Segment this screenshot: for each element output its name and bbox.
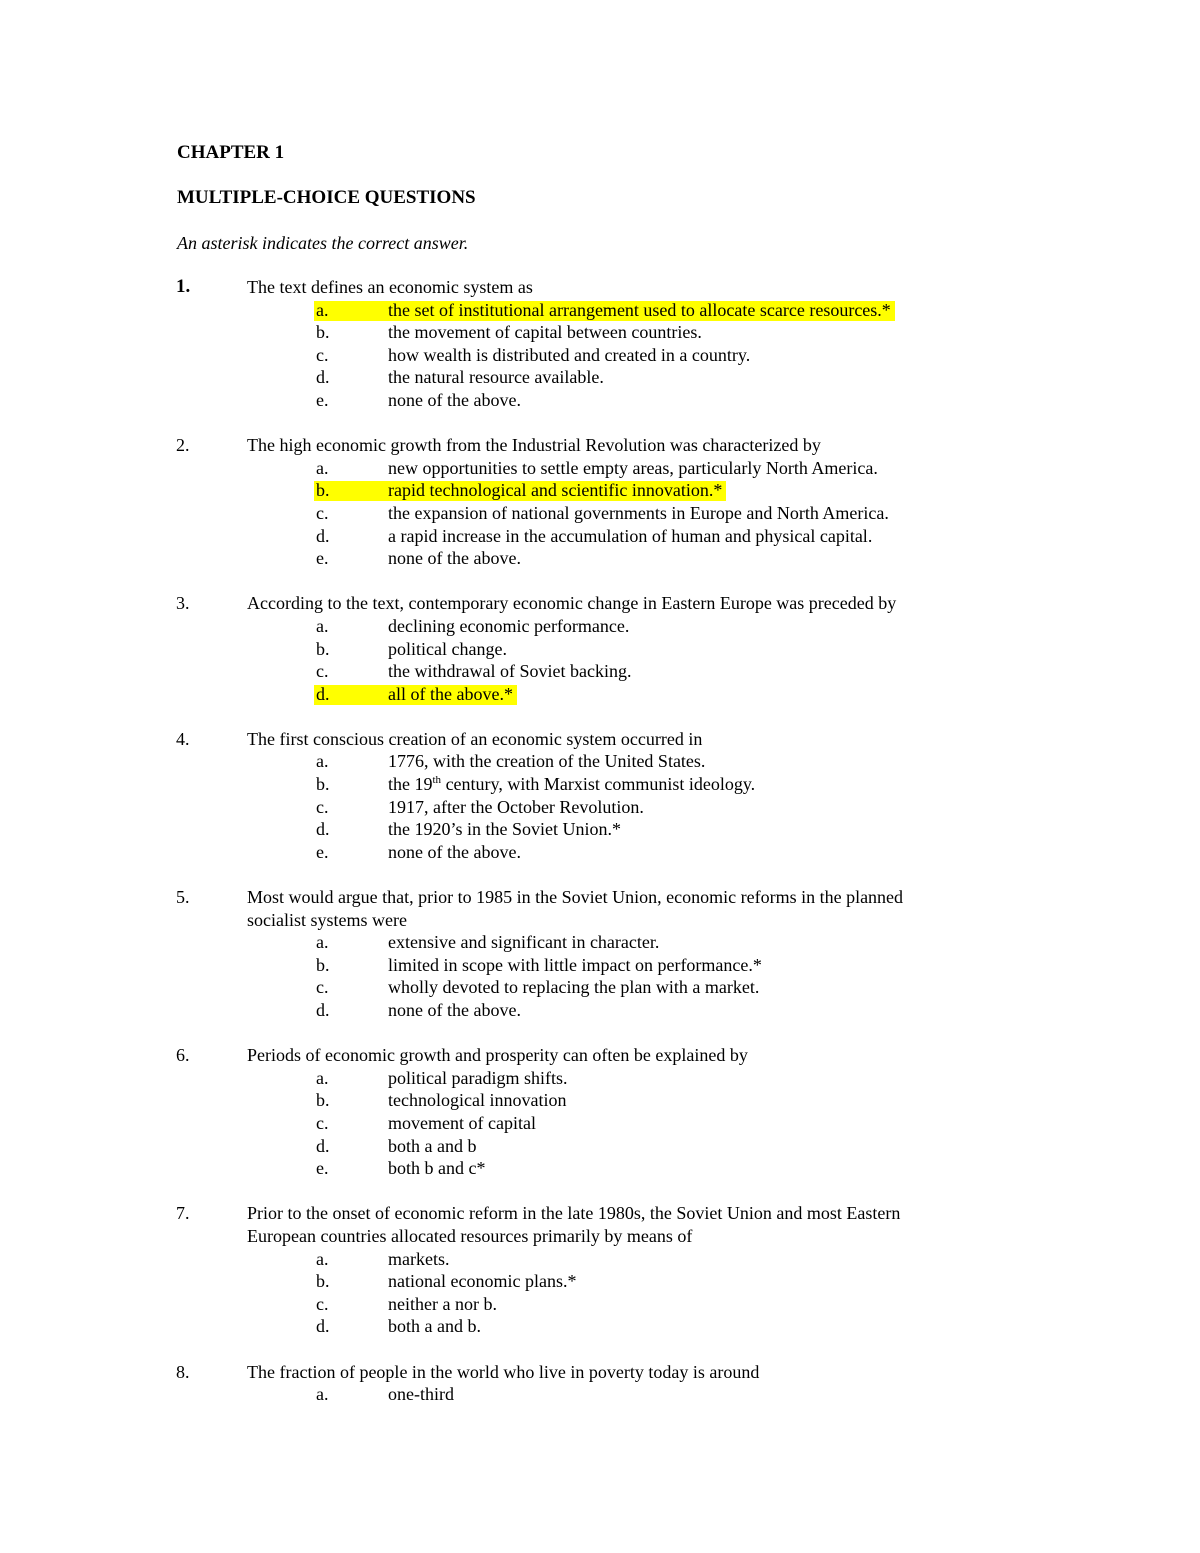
option-text-main: rapid technological and scientific innovation.*	[388, 480, 723, 501]
option-letter: e.	[316, 548, 329, 569]
option-text	[388, 615, 629, 638]
question-text: The fraction of people in the world who live in poverty today is around	[247, 1361, 760, 1382]
option-text-main: a rapid increase in the accumulation of human and physical capital.	[388, 525, 873, 546]
answer-option	[0, 1293, 1200, 1316]
answer-option	[0, 1248, 1200, 1271]
answer-option	[0, 750, 1200, 773]
answer-option	[0, 660, 1200, 683]
question-text: European countries allocated resources primarily by means of	[247, 1225, 693, 1246]
option-text	[388, 525, 872, 548]
option-text	[388, 976, 759, 999]
answer-option	[0, 525, 1200, 548]
question-stem-line	[0, 1361, 1200, 1384]
option-text-main: political change.	[388, 638, 507, 659]
option-text	[388, 299, 891, 322]
option-text-main: extensive and significant in character.	[388, 932, 660, 953]
option-text	[388, 344, 750, 367]
answer-option	[0, 773, 1200, 796]
option-text	[388, 750, 705, 773]
option-letter: d.	[316, 683, 330, 704]
option-text-main: declining economic performance.	[388, 615, 630, 636]
option-letter: a.	[316, 615, 329, 636]
option-letter: d.	[316, 525, 330, 546]
question-text: Most would argue that, prior to 1985 in the Soviet Union, economic reforms in the planned	[247, 887, 904, 908]
answer-option	[0, 479, 1200, 502]
option-letter: a.	[316, 1248, 329, 1269]
answer-option	[0, 366, 1200, 389]
question-stem-line	[0, 1202, 1200, 1225]
answer-option	[0, 841, 1200, 864]
option-letter: c.	[316, 1112, 329, 1133]
option-text	[388, 1315, 481, 1338]
option-letter: d.	[316, 1135, 330, 1156]
question-number: 1.	[176, 276, 191, 297]
option-letter: a.	[316, 751, 329, 772]
question-stem-line	[0, 1225, 1200, 1248]
question-8	[0, 1361, 1200, 1406]
answer-option	[0, 1089, 1200, 1112]
answer-option	[0, 1315, 1200, 1338]
option-text	[388, 1293, 497, 1316]
option-text-main: both a and b.	[388, 1316, 481, 1337]
question-stem-line	[0, 886, 1200, 909]
option-letter: d.	[316, 1000, 330, 1020]
option-text	[388, 638, 507, 661]
option-text-main: none of the above.	[388, 841, 521, 862]
option-text-main: national economic plans.*	[388, 1271, 577, 1292]
question-number: 7.	[176, 1203, 190, 1224]
option-text	[388, 366, 604, 389]
option-letter: b.	[316, 1271, 330, 1292]
option-text	[388, 321, 702, 344]
option-letter: c.	[316, 1293, 329, 1314]
option-letter: d.	[316, 367, 330, 388]
answer-option	[0, 547, 1200, 570]
answer-option	[0, 1135, 1200, 1158]
answer-option	[0, 954, 1200, 977]
question-stem-line	[0, 1044, 1200, 1067]
option-text-main: neither a nor b.	[388, 1293, 497, 1314]
option-text-main: the set of institutional arrangement used to allocate scarce resources.*	[388, 299, 891, 320]
question-list	[0, 276, 1200, 1428]
option-text-main: markets.	[388, 1248, 450, 1269]
option-text	[388, 660, 631, 683]
option-text	[388, 841, 521, 864]
option-letter: e.	[316, 1158, 329, 1179]
option-text-main: wholly devoted to replacing the plan with a market.	[388, 977, 760, 998]
option-text-main: the 1920’s in the Soviet Union.*	[388, 819, 621, 840]
option-text-main: 1776, with the creation of the United States.	[388, 751, 706, 772]
option-letter: b.	[316, 774, 330, 795]
option-letter: b.	[316, 638, 330, 659]
option-text	[388, 999, 521, 1022]
option-text-main: the natural resource available.	[388, 367, 604, 388]
question-2	[0, 434, 1200, 570]
question-stem-line	[0, 592, 1200, 615]
option-text	[388, 389, 521, 412]
option-letter: b.	[316, 954, 330, 975]
answer-key-note: An asterisk indicates the correct answer.	[177, 233, 469, 253]
option-text-main: the expansion of national governments in Europe and North America.	[388, 502, 889, 523]
option-text-main: the withdrawal of Soviet backing.	[388, 661, 632, 682]
question-5	[0, 886, 1200, 1022]
question-number: 3.	[176, 593, 190, 614]
answer-option	[0, 344, 1200, 367]
option-text	[388, 954, 762, 977]
answer-option	[0, 615, 1200, 638]
option-text	[388, 1383, 454, 1406]
option-text	[388, 1089, 566, 1112]
question-text: Prior to the onset of economic reform in the late 1980s, the Soviet Union and most Eastern	[247, 1203, 901, 1224]
question-number: 8.	[176, 1361, 190, 1382]
answer-option	[0, 976, 1200, 999]
option-text	[388, 1157, 485, 1180]
question-stem-line	[0, 276, 1200, 299]
answer-option	[0, 1112, 1200, 1135]
option-text	[388, 796, 644, 819]
question-stem-line	[0, 909, 1200, 932]
ordinal-superscript: th	[432, 774, 442, 787]
option-text-main: none of the above.	[388, 389, 521, 410]
option-text	[388, 1112, 536, 1135]
option-text	[388, 683, 513, 706]
chapter-title: CHAPTER 1	[177, 142, 285, 163]
answer-option	[0, 389, 1200, 412]
option-letter: a.	[316, 932, 329, 953]
question-text: socialist systems were	[247, 909, 407, 930]
question-6	[0, 1044, 1200, 1180]
option-text-main: all of the above.*	[388, 683, 513, 704]
option-text-main: the movement of capital between countries.	[388, 322, 702, 343]
option-text	[388, 1248, 449, 1271]
option-text-continued: century, with Marxist communist ideology.	[441, 774, 756, 795]
question-7	[0, 1202, 1200, 1338]
option-text	[388, 479, 722, 502]
answer-option	[0, 457, 1200, 480]
option-text-main: movement of capital	[388, 1112, 536, 1133]
option-text	[388, 1135, 476, 1158]
option-text	[388, 818, 621, 841]
answer-option	[0, 931, 1200, 954]
option-text	[388, 502, 889, 525]
question-text: According to the text, contemporary economic change in Eastern Europe was preceded by	[247, 593, 897, 614]
option-text-main: the 19	[388, 774, 433, 795]
option-letter: c.	[316, 796, 329, 817]
answer-option	[0, 999, 1200, 1022]
question-number: 5.	[176, 887, 190, 908]
option-letter: b.	[316, 480, 330, 501]
option-letter: b.	[316, 1090, 330, 1111]
option-letter: a.	[316, 299, 329, 320]
option-letter: c.	[316, 344, 329, 365]
answer-option	[0, 796, 1200, 819]
option-text-main: both a and b	[388, 1135, 477, 1156]
option-text	[388, 1270, 576, 1293]
option-text-main: how wealth is distributed and created in a country.	[388, 344, 751, 365]
option-text-main: none of the above.	[388, 1000, 521, 1020]
question-text: The high economic growth from the Industrial Revolution was characterized by	[247, 435, 821, 456]
question-text: The text defines an economic system as	[247, 277, 533, 297]
option-text-main: both b and c*	[388, 1158, 486, 1179]
question-number: 2.	[176, 435, 190, 456]
answer-option	[0, 321, 1200, 344]
answer-option	[0, 1270, 1200, 1293]
option-letter: d.	[316, 819, 330, 840]
option-text	[388, 547, 521, 570]
question-stem-line	[0, 434, 1200, 457]
question-4	[0, 728, 1200, 864]
question-number: 6.	[176, 1045, 190, 1066]
option-letter: c.	[316, 661, 329, 682]
option-text	[388, 1067, 567, 1090]
answer-option	[0, 299, 1200, 322]
question-number: 4.	[176, 728, 190, 749]
option-letter: a.	[316, 1067, 329, 1088]
option-text-main: limited in scope with little impact on performance.*	[388, 954, 762, 975]
option-text-main: technological innovation	[388, 1090, 567, 1111]
option-letter: e.	[316, 389, 329, 410]
option-letter: a.	[316, 457, 329, 478]
answer-option	[0, 1157, 1200, 1180]
option-letter: a.	[316, 1384, 329, 1405]
option-text-main: new opportunities to settle empty areas, particularly North America.	[388, 457, 878, 478]
answer-option	[0, 1067, 1200, 1090]
answer-option	[0, 638, 1200, 661]
option-text-main: one-third	[388, 1384, 454, 1405]
option-letter: d.	[316, 1316, 330, 1337]
option-letter: e.	[316, 841, 329, 862]
option-text	[388, 773, 755, 796]
answer-option	[0, 818, 1200, 841]
option-text-main: none of the above.	[388, 548, 521, 569]
option-text	[388, 931, 659, 954]
option-text-main: political paradigm shifts.	[388, 1067, 568, 1088]
section-title: MULTIPLE-CHOICE QUESTIONS	[177, 187, 476, 208]
question-stem-line	[0, 728, 1200, 751]
question-3	[0, 592, 1200, 705]
option-text-main: 1917, after the October Revolution.	[388, 796, 644, 817]
option-text	[388, 457, 878, 480]
answer-option	[0, 502, 1200, 525]
question-text: Periods of economic growth and prosperity can often be explained by	[247, 1045, 748, 1066]
question-text: The first conscious creation of an economic system occurred in	[247, 728, 703, 749]
question-1	[0, 276, 1200, 412]
answer-option	[0, 683, 1200, 706]
option-letter: c.	[316, 977, 329, 998]
answer-option	[0, 1383, 1200, 1406]
option-letter: b.	[316, 322, 330, 343]
option-letter: c.	[316, 502, 329, 523]
